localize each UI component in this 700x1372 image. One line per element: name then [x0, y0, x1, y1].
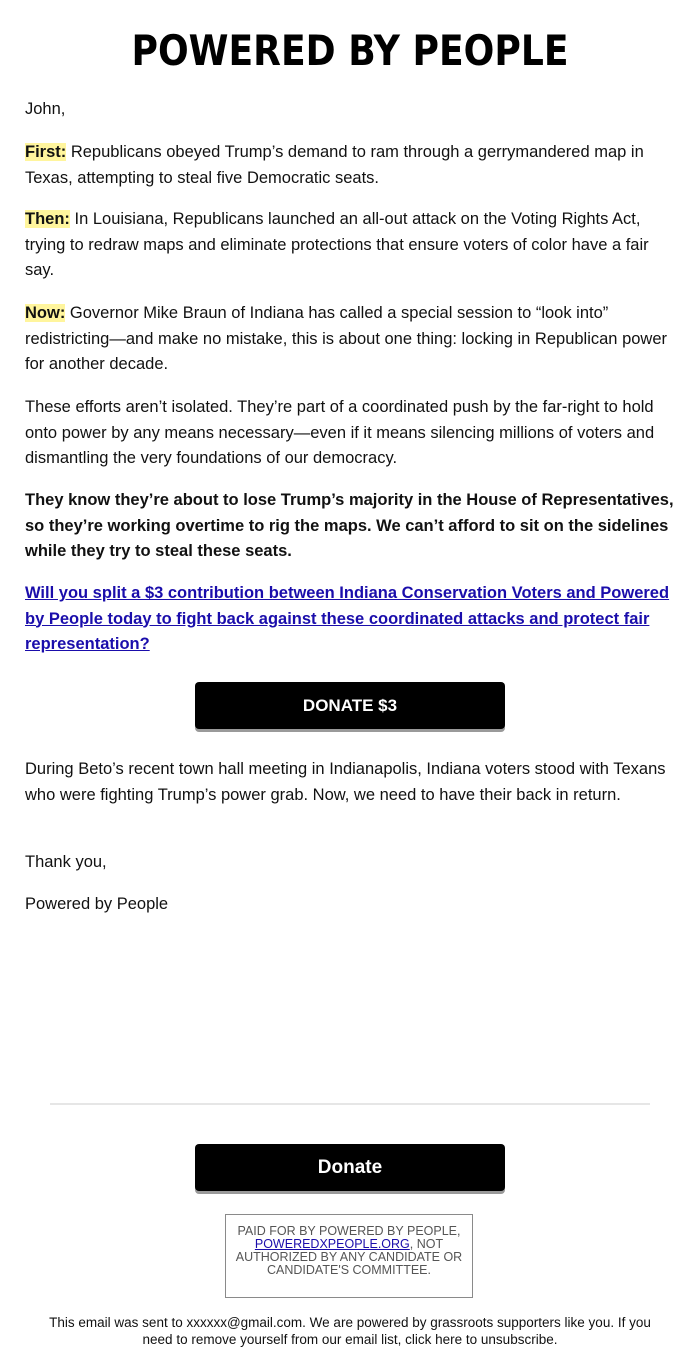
paid-for-link[interactable]: POWEREDXPEOPLE.ORG: [254, 1237, 410, 1251]
label-now: Now:: [25, 304, 66, 322]
donate-button[interactable]: Donate: [195, 1144, 505, 1191]
paragraph-now-text: Governor Mike Braun of Indiana has called a special session to “look into” redistricting—and make no mistake, this is about one thing: locking in Republican power for another decade.: [25, 304, 668, 373]
logo-wordmark: POWERED BY PEOPLE: [131, 26, 569, 75]
cta-link[interactable]: Will you split a $3 contribution between Indiana Conservation Voters and Powered by People today to fight back against these coordinated attacks and protect fair representation?: [25, 584, 670, 653]
paragraph-then: [25, 207, 677, 284]
footer-note: [45, 1314, 655, 1348]
signoff: Thank you,: [25, 853, 107, 871]
footer-divider: [50, 1103, 650, 1105]
signature: Powered by People: [25, 895, 169, 913]
paid-for-prefix: PAID FOR BY POWERED BY PEOPLE,: [237, 1224, 461, 1238]
cta-paragraph: [25, 581, 677, 658]
paid-for-suffix: , NOT AUTHORIZED BY ANY CANDIDATE OR CANDIDATE'S COMMITTEE.: [235, 1237, 463, 1277]
paragraph-first: [25, 140, 677, 191]
donate-3-button[interactable]: DONATE $3: [195, 682, 505, 729]
paid-for-disclaimer: [225, 1214, 473, 1298]
paragraph-urgent: They know they’re about to lose Trump’s majority in the House of Representatives, so they’re working overtime to rig the maps. We can’t afford to sit on the sidelines while they try to steal these seats.: [25, 491, 674, 560]
greeting: John,: [25, 100, 66, 118]
paragraph-beto: During Beto’s recent town hall meeting in Indianapolis, Indiana voters stood with Texans who were fighting Trump’s power grab. Now, we need to have their back in return.: [25, 760, 666, 804]
paragraph-then-text: In Louisiana, Republicans launched an all-out attack on the Voting Rights Act, trying to redraw maps and eliminate protections that ensure voters of color have a fair say.: [25, 210, 649, 279]
paragraph-now: [25, 301, 677, 378]
paragraph-first-text: Republicans obeyed Trump’s demand to ram through a gerrymandered map in Texas, attempting to steal five Democratic seats.: [25, 143, 644, 187]
label-then: Then:: [25, 210, 70, 228]
sent-to-text: This email was sent to xxxxxx@gmail.com. We are powered by grassroots supporters like you. If you need to remove yourself from our email list,: [49, 1315, 651, 1347]
label-first: First:: [25, 143, 67, 161]
unsubscribe-link[interactable]: click here to unsubscribe.: [405, 1332, 558, 1347]
paragraph-efforts: These efforts aren’t isolated. They’re part of a coordinated push by the far-right to hold onto power by any means necessary—even if it means silencing millions of voters and dismantling the very foundations of our democracy.: [25, 398, 655, 467]
